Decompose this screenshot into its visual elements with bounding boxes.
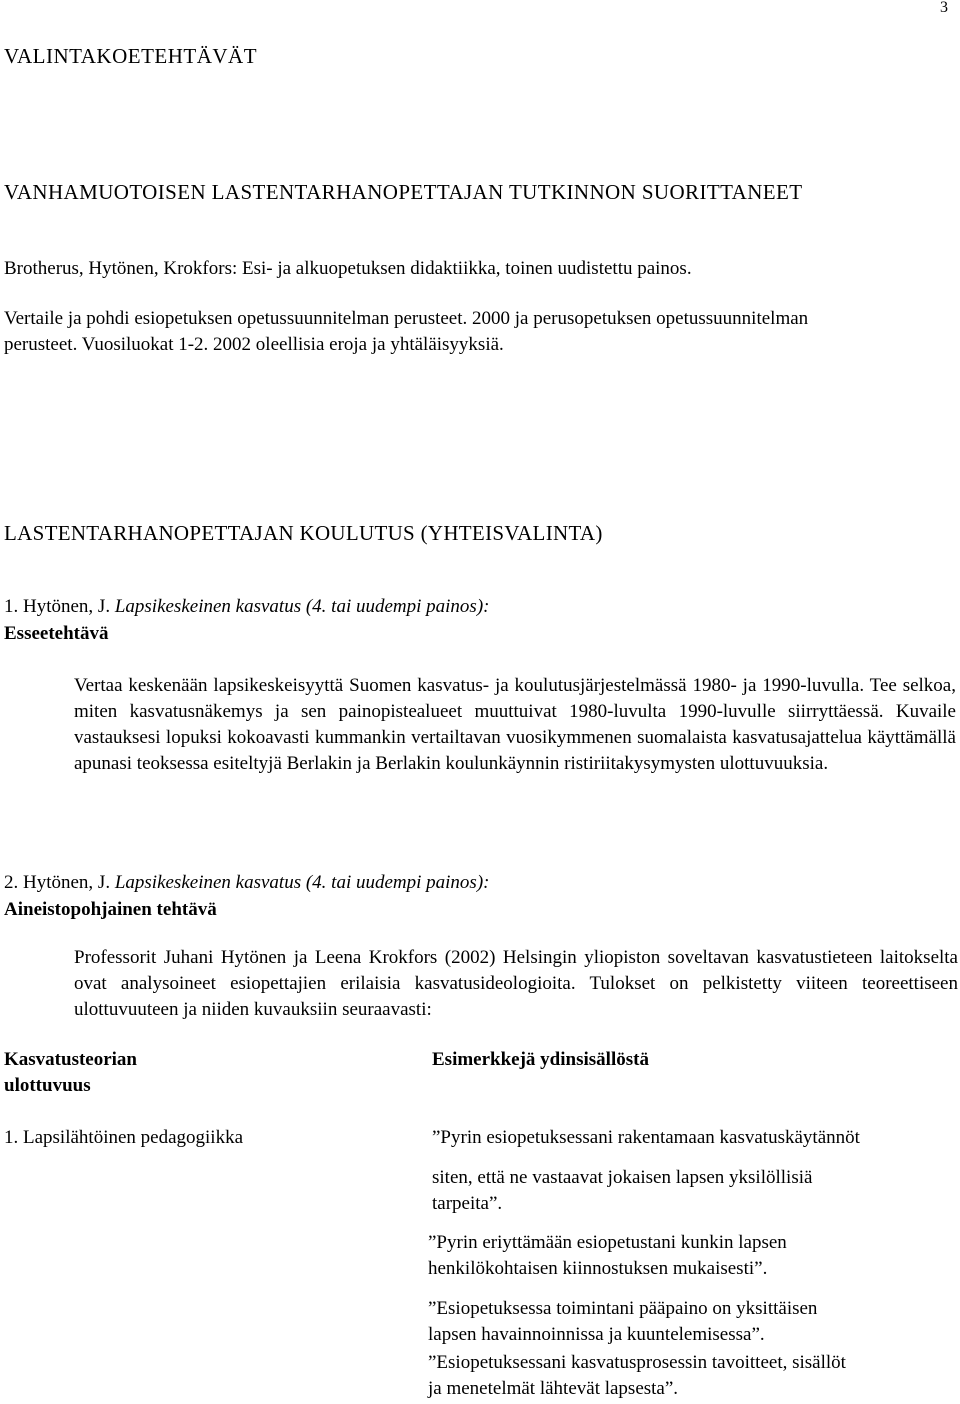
example-1-line-3: tarpeita”. <box>432 1193 503 1214</box>
example-2-line-1: ”Pyrin eriyttämään esiopetustani kunkin lapsen <box>428 1232 787 1253</box>
heading-lastentarhanopettajan-koulutus: LASTENTARHANOPETTAJAN KOULUTUS (YHTEISVALINTA) <box>4 521 603 545</box>
column-header-dimension-line-1: Kasvatusteorian <box>4 1049 137 1070</box>
example-2-line-2: henkilökohtaisen kiinnostuksen mukaisesti”. <box>428 1258 768 1279</box>
example-3-line-2: lapsen havainnoinnissa ja kuuntelemisessa”. <box>428 1324 765 1345</box>
page-number: 3 <box>940 0 948 16</box>
book-reference: Brotherus, Hytönen, Krokfors: Esi- ja alkuopetuksen didaktiikka, toinen uudistettu painos. <box>4 258 692 279</box>
item-1-prefix: 1. Hytönen, J. <box>4 596 115 617</box>
dimension-label: 1. Lapsilähtöinen pedagogiikka <box>4 1127 244 1148</box>
item-1-reference <box>4 594 489 620</box>
heading-vanhamuotoinen: VANHAMUOTOISEN LASTENTARHANOPETTAJAN TUTKINNON SUORITTANEET <box>4 180 803 204</box>
compare-task-line-2: perusteet. Vuosiluokat 1-2. 2002 oleellisia eroja ja yhtäläisyyksiä. <box>4 334 504 355</box>
item-2-prefix: 2. Hytönen, J. <box>4 872 115 893</box>
essay-task-label: Esseetehtävä <box>4 623 109 644</box>
heading-valintakoetehtavat: VALINTAKOETEHTÄVÄT <box>4 44 258 68</box>
compare-task-line-1: Vertaile ja pohdi esiopetuksen opetussuunnitelman perusteet. 2000 ja perusopetuksen opetussuunnitelman <box>4 308 809 329</box>
example-quote <box>432 1125 960 1217</box>
example-quote <box>428 1296 928 1348</box>
example-4-line-1: ”Esiopetuksessani kasvatusprosessin tavoitteet, sisällöt <box>428 1352 846 1373</box>
item-2-reference <box>4 870 489 896</box>
example-3-line-1: ”Esiopetuksessa toimintani pääpaino on yksittäisen <box>428 1298 818 1319</box>
example-1-line-2: siten, että ne vastaavat jokaisen lapsen yksilöllisiä <box>432 1167 813 1188</box>
material-task-label: Aineistopohjainen tehtävä <box>4 899 217 920</box>
column-header-examples: Esimerkkejä ydinsisällöstä <box>432 1049 649 1070</box>
column-header-dimension-line-2: ulottuvuus <box>4 1075 91 1096</box>
item-2-book-title: Lapsikeskeinen kasvatus (4. tai uudempi painos): <box>114 872 490 893</box>
example-quote <box>428 1350 958 1402</box>
example-quote <box>428 1230 898 1282</box>
compare-task <box>4 306 954 358</box>
material-task-text: Professorit Juhani Hytönen ja Leena Krokfors (2002) Helsingin yliopiston soveltavan kasvatustieteen laitokselta ovat analysoineet esiopettajien erilaisia kasvatusideologioita. Tulokset on pelkistetty viiteen teoreettiseen ulottuvuuteen ja niiden kuvauksiin seuraavasti: <box>74 947 958 1020</box>
example-4-line-2: ja menetelmät lähtevät lapsesta”. <box>428 1378 679 1399</box>
essay-task-text: Vertaa keskenään lapsikeskeisyyttä Suomen kasvatus- ja koulutusjärjestelmässä 1980- ja 1990-luvulla. Tee selkoa, miten kasvatusnäkemys ja sen painopistealueet muuttuivat 1980-luvulta 1990-luvulle siirryttäessä. Kuvaile vastauksesi lopuksi kokoavasti kummankin vertailtavan vuosikymmenen suomalaista kasvatusajattelua käyttämällä apunasi teoksessa esiteltyjä Berlakin ja Berlakin koulunkäynnin ristiriitakysymysten ulottuvuuksia. <box>74 675 956 774</box>
example-1-line-1: ”Pyrin esiopetuksessani rakentamaan kasvatuskäytännöt <box>432 1127 860 1148</box>
item-1-book-title: Lapsikeskeinen kasvatus (4. tai uudempi painos): <box>114 596 490 617</box>
column-header-dimension <box>4 1047 244 1099</box>
